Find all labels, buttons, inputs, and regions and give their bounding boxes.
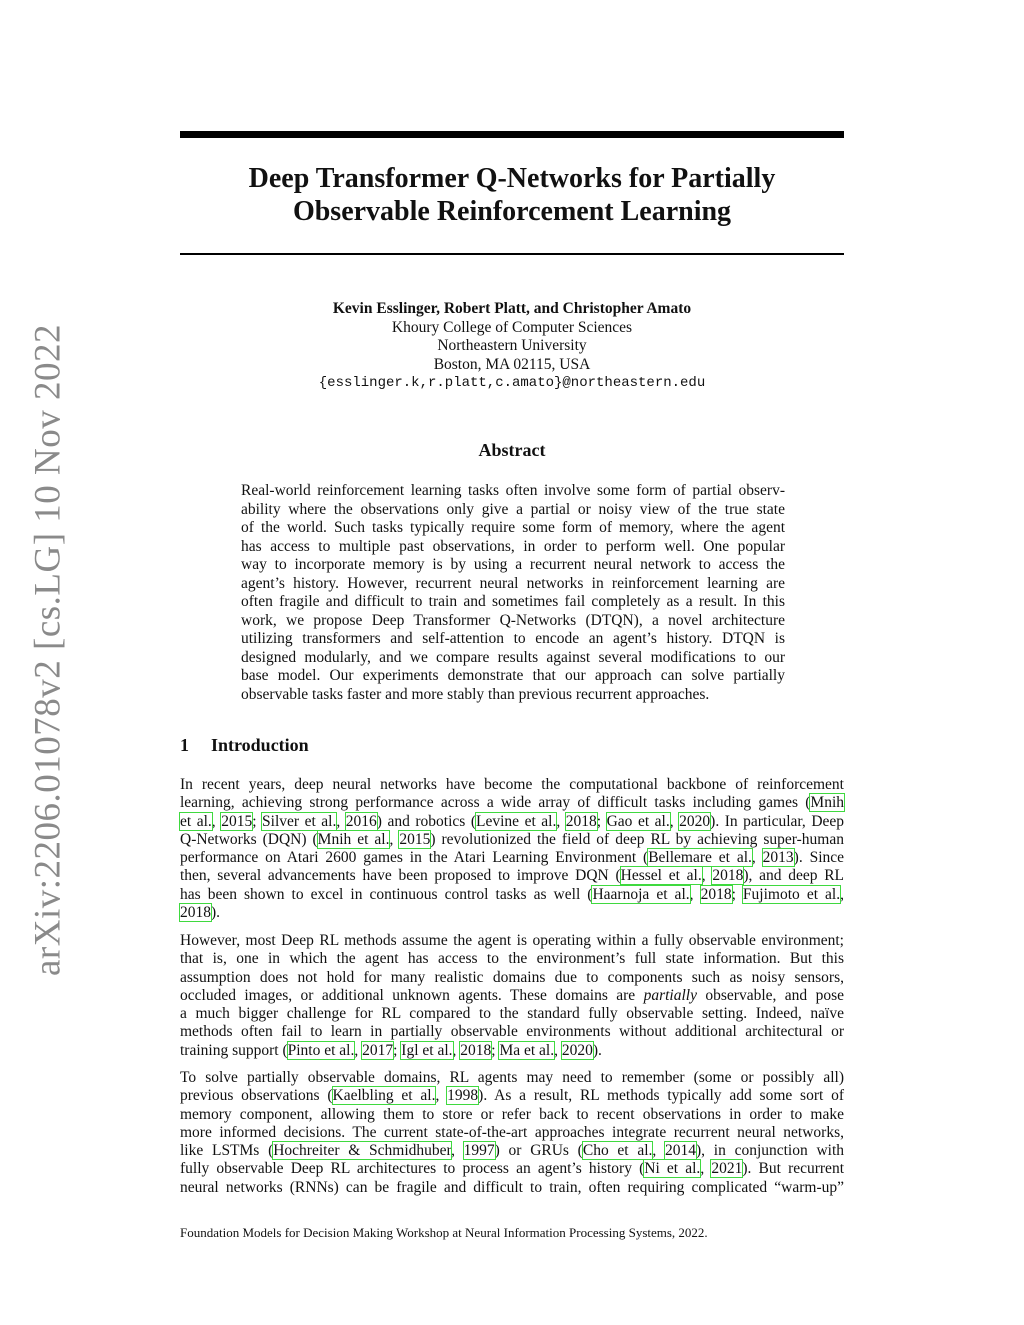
text-line: [180, 1142, 844, 1160]
text-fragment: ). As a result, RL methods typically add some sort of: [478, 1087, 845, 1105]
intro-paragraph-1: [180, 776, 844, 922]
citation-link[interactable]: Levine et al.: [476, 812, 557, 830]
text-fragment: observable, and pose: [696, 986, 844, 1004]
text-fragment: ,: [354, 1041, 363, 1059]
text-fragment: fully observable Deep RL architectures to process an agent’s history (: [180, 1160, 645, 1178]
title-bottom-rule: [180, 253, 844, 255]
text-line: assumption does not hold for many realistic domains due to components such as noisy sensors,: [180, 968, 844, 986]
text-fragment: then, several advancements have been proposed to improve DQN (: [180, 867, 621, 885]
citation-link[interactable]: Mnih et al.: [317, 830, 390, 848]
text-fragment: like LSTMs (: [180, 1142, 274, 1160]
text-fragment: ,: [700, 1160, 712, 1178]
text-line: [180, 867, 844, 885]
abstract-line: way to incorporate memory is by using a recurrent neural network to access the: [241, 556, 785, 573]
author-names: Kevin Esslinger, Robert Platt, and Christopher Amato: [332, 300, 692, 317]
text-fragment: ,: [689, 885, 701, 903]
text-fragment: ,: [840, 885, 844, 903]
text-line: [180, 904, 844, 922]
text-line: [180, 831, 844, 849]
citation-year-link[interactable]: 2020: [561, 1041, 593, 1059]
abstract-line: agent’s history. However, recurrent neural networks in reinforcement learning are: [241, 574, 785, 592]
text-fragment: ;: [393, 1041, 402, 1059]
citation-link[interactable]: Kaelbling et al.: [332, 1087, 436, 1105]
affiliation: Khoury College of Computer Sciences: [391, 318, 633, 336]
text-fragment: ) and robotics (: [376, 812, 477, 830]
citation-link[interactable]: Mnih: [810, 794, 844, 812]
text-fragment: performance on Atari 2600 games in the Atari Learning Environment (: [180, 849, 649, 867]
citation-year-link[interactable]: 2014: [665, 1142, 697, 1160]
text-fragment: ;: [731, 885, 743, 903]
citation-link[interactable]: Bellemare et al.: [648, 849, 752, 867]
text-line: [180, 1160, 844, 1178]
text-fragment: ;: [252, 812, 263, 830]
text-fragment: ). Since: [793, 849, 845, 867]
text-line: In recent years, deep neural networks have become the computational backbone of reinforcement: [180, 776, 844, 793]
text-fragment: ).: [592, 1041, 602, 1059]
paper-title: [180, 162, 844, 228]
citation-year-link[interactable]: 1997: [463, 1142, 495, 1160]
text-line: [180, 813, 844, 831]
affiliation: Boston, MA 02115, USA: [433, 355, 591, 373]
text-line: To solve partially observable domains, RL agents may need to remember (some or possibly all): [180, 1069, 844, 1086]
arxiv-identifier: arXiv:2206.01078v2 [cs.LG] 10 Nov 2022: [27, 323, 69, 977]
citation-link[interactable]: Haarnoja et al.: [592, 885, 690, 903]
citation-year-link[interactable]: 2015: [221, 812, 253, 830]
abstract-line: Real-world reinforcement learning tasks often involve some form of partial observ-: [241, 482, 785, 499]
author-email[interactable]: {esslinger.k,r.platt,c.amato}@northeastern.edu: [318, 375, 706, 391]
abstract-line: work, we propose Deep Transformer Q-Networks (DTQN), a novel architecture: [241, 611, 785, 629]
text-line: methods often fail to learn in partially observable environments without additional architectural or: [180, 1023, 844, 1041]
citation-year-link[interactable]: 2018: [180, 904, 211, 922]
text-fragment: training support (: [180, 1041, 288, 1059]
text-fragment: ). In particular, Deep: [710, 812, 845, 830]
text-fragment: ) or GRUs (: [494, 1142, 583, 1160]
text-fragment: ,: [669, 812, 680, 830]
abstract-heading: Abstract: [478, 440, 546, 460]
intro-paragraph-3: [180, 1069, 844, 1197]
abstract-text: [241, 482, 785, 704]
citation-link[interactable]: Igl et al.: [401, 1041, 453, 1059]
text-fragment: ,: [435, 1087, 448, 1105]
text-line: [180, 794, 844, 812]
citation-link[interactable]: Fujimoto et al.: [742, 885, 841, 903]
affiliation: Northeastern University: [437, 337, 587, 354]
citation-year-link[interactable]: 2020: [679, 812, 711, 830]
text-fragment: ,: [556, 812, 566, 830]
title-top-rule: [180, 131, 844, 138]
citation-year-link[interactable]: 2021: [711, 1160, 743, 1178]
section-heading-introduction: [180, 735, 309, 756]
text-fragment: ). But recurrent: [742, 1160, 844, 1178]
text-line: [180, 849, 844, 867]
citation-link[interactable]: Gao et al.: [606, 812, 670, 830]
emphasis-text: partially: [643, 986, 697, 1004]
citation-year-link[interactable]: 2018: [700, 885, 732, 903]
text-line: more informed decisions. The current state-of-the-art approaches integrate recurrent neural networks,: [180, 1123, 844, 1141]
text-line: [180, 886, 844, 904]
section-title: Introduction: [211, 735, 309, 755]
text-fragment: learning, achieving strong performance across a wide array of difficult tasks including games (: [180, 794, 811, 812]
text-fragment: ,: [652, 1142, 666, 1160]
citation-year-link[interactable]: 2018: [460, 1041, 492, 1059]
citation-link[interactable]: et al.: [180, 812, 212, 830]
citation-link[interactable]: Silver et al.: [262, 812, 337, 830]
text-fragment: ,: [554, 1041, 562, 1059]
text-fragment: ,: [389, 830, 400, 848]
text-line: [180, 1087, 844, 1105]
citation-year-link[interactable]: 2015: [399, 830, 431, 848]
citation-link[interactable]: Pinto et al.: [287, 1041, 355, 1059]
citation-link[interactable]: Hessel et al.: [620, 867, 702, 885]
text-line: However, most Deep RL methods assume the agent is operating within a fully observable environment;: [180, 932, 844, 949]
citation-year-link[interactable]: 2013: [762, 849, 794, 867]
text-line: a much bigger challenge for RL compared to the standard fully observable setting. Indeed, naïve: [180, 1005, 844, 1023]
text-fragment: Q-Networks (DQN) (: [180, 830, 318, 848]
text-line: [180, 1042, 844, 1060]
text-line: that is, one in which the agent has access to the environment’s full state information. But this: [180, 950, 844, 968]
citation-year-link[interactable]: 2018: [565, 812, 597, 830]
citation-year-link[interactable]: 1998: [447, 1087, 479, 1105]
text-fragment: has been shown to excel in continuous control tasks as well (: [180, 885, 593, 903]
text-fragment: ), and deep RL: [743, 867, 844, 885]
section-number: 1: [180, 735, 189, 755]
citation-link[interactable]: Hochreiter & Schmidhuber: [273, 1142, 452, 1160]
citation-link[interactable]: Ni et al.: [644, 1160, 701, 1178]
title-line: Deep Transformer Q-Networks for Partially: [248, 163, 776, 194]
text-fragment: ) revolutionized the field of deep RL by achieving super-human: [430, 830, 844, 848]
title-line: Observable Reinforcement Learning: [292, 196, 732, 227]
text-fragment: ;: [491, 1041, 500, 1059]
citation-link[interactable]: Cho et al.: [582, 1142, 653, 1160]
abstract-line: utilizing transformers and self-attention to encode an agent’s history. DTQN is: [241, 630, 785, 647]
text-fragment: occluded images, or additional unknown agents. These domains are: [180, 986, 644, 1004]
abstract-line: of the world. Such tasks typically require some form of memory, where the agent: [241, 519, 785, 536]
citation-year-link[interactable]: 2017: [362, 1041, 394, 1059]
text-line: neural networks (RNNs) can be fragile and difficult to train, often requiring complicated “warm-up”: [180, 1178, 844, 1196]
abstract-line: often fragile and difficult to train and sometimes fail completely as a result. In this: [241, 593, 785, 610]
abstract-line: base model. Our experiments demonstrate that our approach can solve partially: [241, 667, 785, 684]
text-line: [180, 987, 844, 1005]
text-fragment: ,: [751, 849, 763, 867]
text-line: memory component, allowing them to store or refer back to recent observations in order to make: [180, 1105, 844, 1123]
text-fragment: ,: [451, 1142, 464, 1160]
intro-paragraph-2: [180, 932, 844, 1060]
text-fragment: ), in conjunction with: [696, 1142, 845, 1160]
text-fragment: ;: [596, 812, 607, 830]
text-fragment: ,: [211, 812, 222, 830]
abstract-line: ability where the observations only give a partial or noisy view of the true state: [241, 500, 785, 518]
abstract-line: has access to multiple past observations, in order to perform well. One popular: [241, 537, 785, 555]
page-footer: Foundation Models for Decision Making Workshop at Neural Information Processing Systems, 2022.: [180, 1225, 708, 1240]
citation-year-link[interactable]: 2016: [345, 812, 377, 830]
citation-link[interactable]: Ma et al.: [499, 1041, 555, 1059]
text-fragment: ,: [336, 812, 346, 830]
text-fragment: ,: [452, 1041, 461, 1059]
author-block: [180, 300, 844, 393]
citation-year-link[interactable]: 2018: [712, 867, 744, 885]
text-fragment: ).: [211, 904, 221, 922]
text-fragment: ,: [701, 867, 713, 885]
abstract-line: observable tasks faster and more stably than previous recurrent approaches.: [241, 685, 710, 703]
text-fragment: previous observations (: [180, 1087, 333, 1105]
abstract-line: designed modularly, and we compare results against several modifications to our: [241, 648, 785, 666]
